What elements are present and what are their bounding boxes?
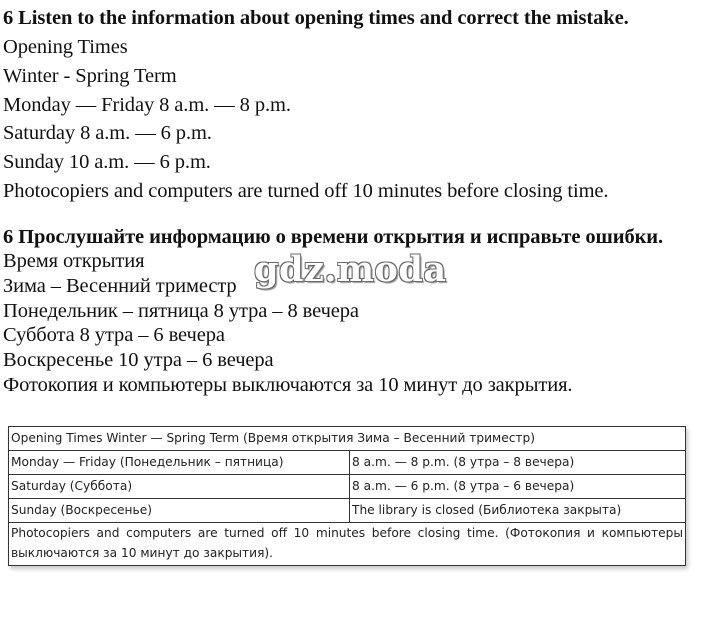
watermark-logo: gdz.moda [254,249,447,290]
table-cell-hours: 8 a.m. — 6 p.m. (8 утра – 6 вечера) [350,475,686,499]
answer-table [8,426,686,566]
table-cell-hours: The library is closed (Библиотека закрыта) [350,499,686,523]
russian-line: Понедельник – пятница 8 утра – 8 вечера [3,299,359,322]
table-row [9,427,686,451]
russian-line: Время открытия [3,250,145,272]
russian-line: Воскресенье 10 утра – 6 вечера [3,349,274,372]
table-row [9,475,686,499]
english-line: Opening Times [3,36,128,58]
english-line: Photocopiers and computers are turned off 10 minutes before closing time. [3,179,609,202]
russian-line: Зима – Весенний триместр [3,274,237,297]
english-line: Saturday 8 a.m. — 6 p.m. [3,122,212,145]
table-row [9,499,686,523]
english-line: Winter - Spring Term [3,64,177,87]
table-cell-day: Saturday (Суббота) [9,475,350,499]
english-line: Monday — Friday 8 a.m. — 8 p.m. [3,93,291,116]
russian-heading: 6 Прослушайте информацию о времени открытия и исправьте ошибки. [3,226,664,248]
table-cell-hours: 8 a.m. — 8 p.m. (8 утра – 8 вечера) [350,451,686,475]
russian-line: Суббота 8 утра – 6 вечера [3,324,225,347]
english-heading: 6 Listen to the information about opening times and correct the mistake. [3,7,629,29]
table-note-cell: Photocopiers and computers are turned off 10 minutes before closing time. (Фотокопия и компьютеры выключаются за 10 минут до закрытия). [9,523,686,566]
table-row [9,451,686,475]
english-line: Sunday 10 a.m. — 6 p.m. [3,151,211,174]
table-title-cell: Opening Times Winter — Spring Term (Время открытия Зима – Весенний триместр) [9,427,686,451]
english-section [3,6,712,206]
table-cell-day: Sunday (Воскресенье) [9,499,350,523]
table-cell-day: Monday — Friday (Понедельник – пятница) [9,451,350,475]
russian-line: Фотокопия и компьютеры выключаются за 10 минут до закрытия. [3,373,573,396]
table-row [9,523,686,566]
answer-table-wrapper [8,426,686,566]
